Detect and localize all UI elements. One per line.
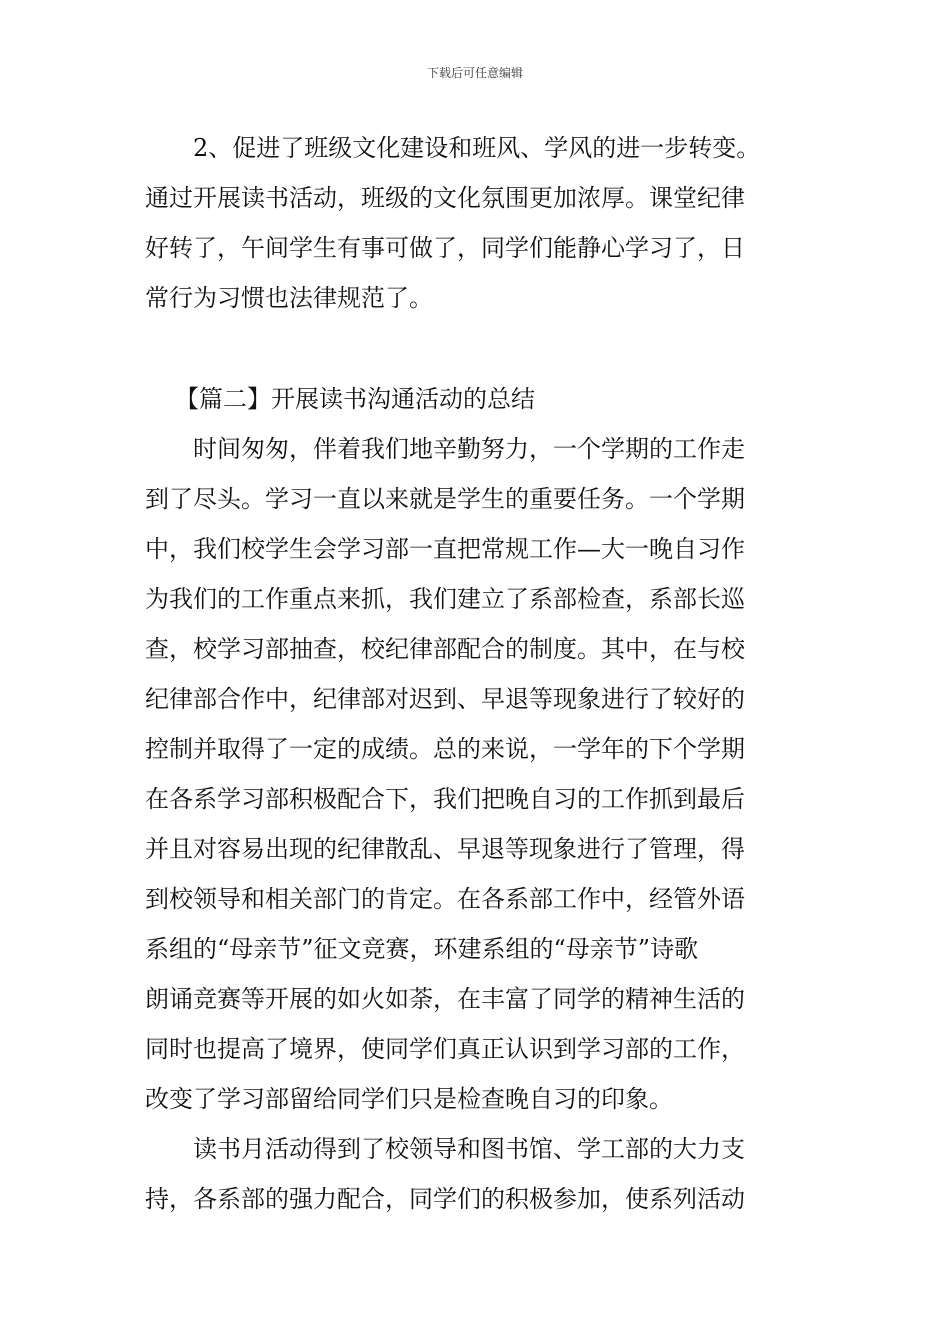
- text-line: 为我们的工作重点来抓，我们建立了系部检查，系部长巡: [145, 585, 745, 613]
- text-line: 控制并取得了一定的成绩。总的来说，一学年的下个学期: [145, 735, 745, 763]
- text-line: 读书月活动得到了校领导和图书馆、学工部的大力支: [193, 1135, 745, 1163]
- paragraph-achievement-2: [145, 123, 807, 323]
- text-line: 纪律部合作中，纪律部对迟到、早退等现象进行了较好的: [145, 685, 745, 713]
- text-line: 常行为习惯也法律规范了。: [145, 284, 433, 312]
- text-line: 时间匆匆，伴着我们地辛勤努力，一个学期的工作走: [193, 435, 745, 463]
- paragraph-1: [145, 424, 807, 1124]
- text-line: 改变了学习部留给同学们只是检查晚自习的印象。: [145, 1085, 673, 1113]
- text-line: 到了尽头。学习一直以来就是学生的重要任务。一个学期: [145, 485, 745, 513]
- text-line: 通过开展读书活动，班级的文化氛围更加浓厚。课堂纪律: [145, 184, 745, 212]
- text-line: 系组的“母亲节”征文竞赛，环建系组的“母亲节”诗歌: [145, 935, 699, 963]
- text-line: 朗诵竞赛等开展的如火如荼，在丰富了同学的精神生活的: [145, 985, 745, 1013]
- text-line: 好转了，午间学生有事可做了，同学们能静心学习了，日: [145, 234, 745, 262]
- page-header: 下载后可任意编辑: [426, 66, 523, 80]
- text-line: 2、促进了班级文化建设和班风、学风的进一步转变。: [193, 134, 761, 162]
- text-line: 持，各系部的强力配合，同学们的积极参加，使系列活动: [145, 1185, 745, 1213]
- section-2: [145, 374, 807, 1224]
- text-line: 在各系学习部积极配合下，我们把晚自习的工作抓到最后: [145, 785, 745, 813]
- text-line: 中，我们校学生会学习部一直把常规工作—大一晚自习作: [145, 535, 745, 563]
- text-line: 到校领导和相关部门的肯定。在各系部工作中，经管外语: [145, 885, 745, 913]
- paragraph-2: [145, 1124, 807, 1224]
- text-line: 同时也提高了境界，使同学们真正认识到学习部的工作，: [145, 1035, 745, 1063]
- text-line: 并且对容易出现的纪律散乱、早退等现象进行了管理，得: [145, 835, 745, 863]
- text-line: 查，校学习部抽查，校纪律部配合的制度。其中，在与校: [145, 635, 745, 663]
- section-title: 【篇二】开展读书沟通活动的总结: [175, 385, 535, 413]
